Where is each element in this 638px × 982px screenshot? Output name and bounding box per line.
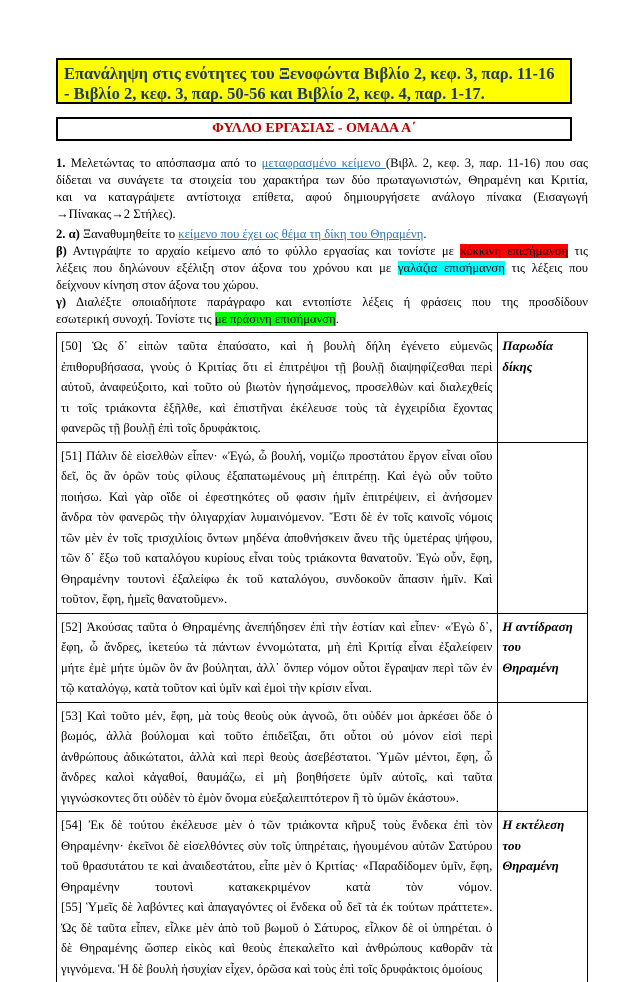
greek-text-line: γιγνώσκοντες ὅτι οὐδὲν τὸ ἐμὸν ὄνομα εὐεξαλειπτότερον ἢ τὸ ὑμῶν ἑκάστου». xyxy=(61,788,492,809)
table-row xyxy=(57,702,588,812)
side-note-line: Παρωδία xyxy=(502,336,582,357)
greek-text-line: ἔφη, ὦ ἄνδρες, ἱκετεύω τὰ πάντων ἐννομώτατα, μὴ ἐπὶ Κριτίᾳ εἶναι ἐξαλείφειν xyxy=(61,637,492,658)
translated-text-link[interactable]: μεταφρασμένο κείμενο xyxy=(262,156,386,170)
greek-text-line: [50] Ὡς δ᾽ εἰπὼν ταῦτα ἐπαύσατο, καὶ ἡ βουλὴ δήλη ἐγένετο εὐμενῶς xyxy=(61,336,492,357)
task-2b-line-3: δείχνουν κίνηση στον άξονα του χώρου. xyxy=(56,277,588,294)
side-note-cell xyxy=(498,442,588,613)
greek-text-line: αὐτοῦ, ἀναφεύξοιτο, καὶ τοῦτο οὐ βιωτὸν ἡγησάμενος, προσελθὼν καὶ διαλεχθείς xyxy=(61,377,492,398)
ancient-text-table xyxy=(56,332,588,982)
task-2b-label: β) xyxy=(56,244,67,258)
green-highlight: με πράσινη επισήμανση xyxy=(215,312,336,326)
greek-text-line: ἀνθρώπους ἀδικώτατοι, ἀλλὰ καὶ περὶ θεοὺς ἀσεβέστατοι. Ὑμῶν μέντοι, ἔφη, ὦ xyxy=(61,747,492,768)
table-row xyxy=(57,613,588,702)
task-1-line-2: δίδεται να συνάγετε τα στοιχεία του χαρακτήρα των δύο πρωταγωνιστών, Θηραμένη και Κριτία, xyxy=(56,172,588,189)
greek-text-line: δὲ Θηραμένης ὥσπερ εἰκὸς καὶ θεοὺς ἐπεκαλεῖτο καὶ ἀνθρώπους καθορᾶν τὰ xyxy=(61,938,492,959)
cyan-highlight: γαλάζια επισήμανση xyxy=(398,261,505,275)
greek-text-line: Θηραμένην· ἐκεῖνοι δὲ εἰσελθόντες σὺν τοῖς ὑπηρέταις, ἡγουμένου αὐτῶν Σατύρου xyxy=(61,836,492,857)
side-note-line: Θηραμένη xyxy=(502,658,582,679)
table-row xyxy=(57,333,588,443)
greek-text-line: τῶν δ᾽ ἔξω τοῦ καταλόγου κυρίους εἶναι τοὺς τριάκοντα θανατοῦν. Ἐγὼ οὖν, ἔφη, xyxy=(61,548,492,569)
task-1 xyxy=(56,155,588,223)
task-2c-line-1: γ) Διαλέξτε οποιαδήποτε παράγραφο και εντοπίστε λέξεις ή φράσεις που της προσδίδουν xyxy=(56,294,588,311)
worksheet-title xyxy=(56,58,572,104)
task-2c-line-2: εσωτερική συνοχή. Τονίστε τις με πράσινη επισήμανση. xyxy=(56,311,588,328)
greek-text-line: [53] Καὶ τοῦτο μέν, ἔφη, μὰ τοὺς θεοὺς οὐκ ἀγνοῶ, ὅτι οὐδέν μοι ἀρκέσει ὅδε ὁ xyxy=(61,706,492,727)
side-note-cell xyxy=(498,812,588,982)
greek-text-line: φανερῶς τῇ βουλῇ ἐπὶ τοῖς δρυφάκτοις. xyxy=(61,418,492,439)
side-note-line: Θηραμένη xyxy=(502,856,582,877)
greek-text-line: [55] Ὑμεῖς δὲ λαβόντες καὶ ἀπαγαγόντες οἱ ἕνδεκα οὗ δεῖ τὰ ἐκ τούτων πράττετε». xyxy=(61,897,492,918)
greek-text-line: τι τοῖς τριάκοντα ἐξῆλθε, καὶ ἐπιστῆναι ἐκέλευσε τοὺς τὰ ἐγχειρίδια ἔχοντας xyxy=(61,398,492,419)
task-1-line-3: και να καταγράψετε αντίστοιχα επίθετα, αφού δημιουργήσετε ανάλογο πίνακα (Εισαγωγή xyxy=(56,189,588,206)
side-note-cell xyxy=(498,333,588,443)
greek-text-line: βωμός, ἀλλὰ βούλομαι καὶ τοῦτο ἐπιδεῖξαι, ὅτι οὗτοι οὐ μόνον εἰσὶ περὶ xyxy=(61,726,492,747)
task-2b-line-1: β) Αντιγράψτε το αρχαίο κείμενο από το φύλλο εργασίας και τονίστε με κόκκινη επισήμανση τις xyxy=(56,243,588,260)
table-row xyxy=(57,442,588,613)
task-2 xyxy=(56,226,588,328)
side-note-line: Η αντίδραση xyxy=(502,617,582,638)
greek-text-line: γιγνόμενα. Ἡ δὲ βουλὴ ἡσυχίαν εἶχεν, ὁρῶσα καὶ τοὺς ἐπὶ τοῖς δρυφάκτοις ὁμοίους xyxy=(61,959,492,980)
greek-text-line: ποιήσω. Καὶ γὰρ οἵδε οἱ ἐφεστηκότες οὔ φασιν ἡμῖν ἐπιτρέψειν, εἰ ἀνήσομεν xyxy=(61,487,492,508)
side-note-line: του xyxy=(502,836,582,857)
greek-text-line: τῷ καταλόγῳ, κατὰ τοῦτον καὶ ὑμῖν καὶ ἐμοὶ τὴν κρίσιν εἶναι. xyxy=(61,678,492,699)
title-line-1: Επανάληψη στις ενότητες του Ξενοφώντα Βιβλίο 2, κεφ. 3, παρ. 11-16 xyxy=(64,64,564,84)
greek-text-cell xyxy=(57,702,498,812)
title-line-2: - Βιβλίο 2, κεφ. 3, παρ. 50-56 και Βιβλίο 2, κεφ. 4, παρ. 1-17. xyxy=(64,84,564,104)
task-2a-label: 2. α) xyxy=(56,227,80,241)
side-note-line: δίκης xyxy=(502,357,582,378)
greek-text-cell xyxy=(57,613,498,702)
greek-text-line: μήτε ἐμὲ μήτε ὑμῶν ὃν ἂν βούληται, ἀλλ᾽ ὅνπερ νόμον οὗτοι ἔγραψαν περὶ τῶν ἐν xyxy=(61,658,492,679)
task-2c-label: γ) xyxy=(56,295,66,309)
side-note-cell xyxy=(498,613,588,702)
greek-text-line: τῶν μὲν ἐν τοῖς τρισχιλίοις ὄντων μηδένα ἀποθνήσκειν ἄνευ τῆς ὑμετέρας ψήφου, xyxy=(61,528,492,549)
greek-text-line: Ὡς δὲ ταῦτα εἶπεν, εἷλκε μὲν ἀπὸ τοῦ βωμοῦ ὁ Σάτυρος, εἷλκον δὲ οἱ ὑπηρέται. ὁ xyxy=(61,918,492,939)
greek-text-cell xyxy=(57,812,498,982)
greek-text-cell xyxy=(57,333,498,443)
greek-text-line: [54] Ἐκ δὲ τούτου ἐκέλευσε μὲν ὁ τῶν τριάκοντα κῆρυξ τοὺς ἕνδεκα ἐπὶ τὸν xyxy=(61,815,492,836)
task-2a: 2. α) Ξαναθυμηθείτε το κείμενο που έχει ως θέμα τη δίκη του Θηραμένη. xyxy=(56,226,588,243)
side-note-line: Η εκτέλεση xyxy=(502,815,582,836)
greek-text-line: τοῦ θρασυτάτου τε καὶ ἀναιδεστάτου, εἶπε μὲν ὁ Κριτίας· «Παραδίδομεν ὑμῖν, ἔφη, xyxy=(61,856,492,877)
greek-text-line: [51] Πάλιν δὲ εἰσελθὼν εἶπεν· «Ἐγώ, ὦ βουλή, νομίζω προστάτου ἔργον εἶναι οἵου xyxy=(61,446,492,467)
greek-text-cell xyxy=(57,442,498,613)
task-2b-line-2: λέξεις που δηλώνουν εξέλιξη στον άξονα του χρόνου και με γαλάζια επισήμανση τις λέξεις που xyxy=(56,260,588,277)
task-1-line-1: 1. Μελετώντας το απόσπασμα από το μεταφρασμένο κείμενο (Βιβλ. 2, κεφ. 3, παρ. 11-16) που σας xyxy=(56,155,588,172)
task-1-line-4: →Πίνακας→2 Στήλες). xyxy=(56,206,588,223)
greek-text-line: ἄνδρα τὸν φανερῶς τὴν ὀλιγαρχίαν λυμαινόμενον. Ἔστι δὲ ἐν τοῖς καινοῖς νόμοις xyxy=(61,507,492,528)
side-note-line: του xyxy=(502,637,582,658)
greek-text-line: δεῖ, ὃς ἂν ὁρῶν τοὺς φίλους ἐξαπατωμένους μὴ ἐπιτρέπῃ. Καὶ ἐγὼ οὖν τοῦτο xyxy=(61,466,492,487)
task-1-number: 1. xyxy=(56,156,65,170)
red-highlight: κόκκινη επισήμανση xyxy=(460,244,568,258)
greek-text-line: [52] Ἀκούσας ταῦτα ὁ Θηραμένης ἀνεπήδησεν ἐπὶ τὴν ἑστίαν καὶ εἶπεν· «Ἐγὼ δ᾽, xyxy=(61,617,492,638)
trial-text-link[interactable]: κείμενο που έχει ως θέμα τη δίκη του Θηραμένη xyxy=(178,227,423,241)
greek-text-line: Θηραμένην τουτονὶ κατακεκριμένον κατὰ τὸν νόμον. xyxy=(61,877,492,898)
greek-text-line: ἄνδρες καλοὶ κἀγαθοί, θαυμάζω, εἰ μὴ βοηθήσετε ὑμῖν αὐτοῖς, καὶ ταῦτα xyxy=(61,767,492,788)
worksheet-subtitle: ΦΥΛΛΟ ΕΡΓΑΣΙΑΣ - ΟΜΑΔΑ Α΄ xyxy=(56,117,572,141)
greek-text-line: τοῦτον, ἔφη, ἡμεῖς θανατοῦμεν». xyxy=(61,589,492,610)
table-row xyxy=(57,812,588,982)
side-note-cell xyxy=(498,702,588,812)
greek-text-line: ἐπιθορυβήσασα, γνοὺς ὁ Κριτίας ὅτι εἰ ἐπιτρέψοι τῇ βουλῇ διαψηφίζεσθαι περὶ xyxy=(61,357,492,378)
greek-text-line: Θηραμένην τουτονὶ ἐξαλείφω ἐκ τοῦ καταλόγου, συνδοκοῦν ἅπασιν ἡμῖν. Καὶ xyxy=(61,569,492,590)
